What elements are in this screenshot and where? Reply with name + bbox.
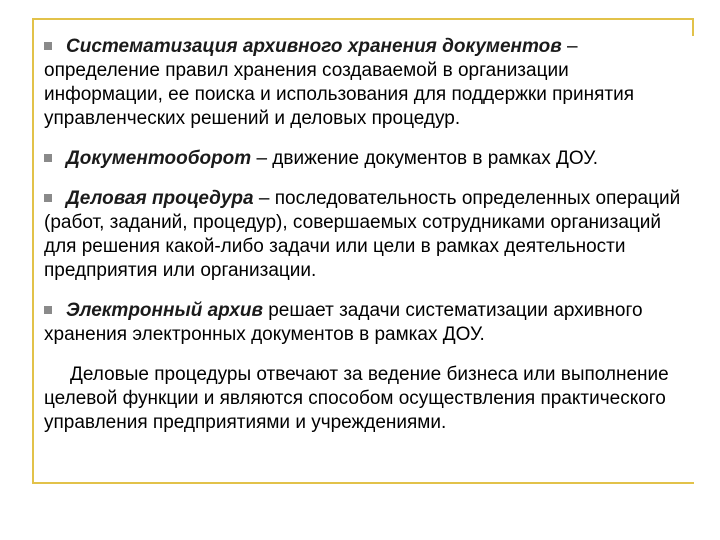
definition-text: – определение правил хранения создаваемой в организации информации, ее поиска и использования для поддержки принятия управленческих решений и деловых процедур. <box>44 36 634 129</box>
definition-paragraph <box>44 299 684 347</box>
definition-term: Деловая процедура <box>66 188 254 209</box>
definition-paragraph <box>44 35 684 131</box>
definition-text: – движение документов в рамках ДОУ. <box>251 148 599 169</box>
definition-term: Электронный архив <box>66 300 263 321</box>
definition-paragraph <box>44 147 684 171</box>
bullet-icon <box>44 154 52 162</box>
definition-paragraph <box>44 187 684 283</box>
slide-content <box>44 35 684 435</box>
slide-frame-bottom <box>32 482 694 484</box>
definition-term: Систематизация архивного хранения документов <box>66 36 562 57</box>
bullet-icon <box>44 194 52 202</box>
bullet-icon <box>44 42 52 50</box>
definition-text: решает задачи систематизации архивного хранения электронных документов в рамках ДОУ. <box>44 300 643 345</box>
definition-text: – последовательность определенных операций (работ, заданий, процедур), совершаемых сотрудниками организаций для решения какой-либо задачи или цели в рамках деятельности предприятия или организации. <box>44 188 681 281</box>
slide-frame-top <box>32 18 694 20</box>
bullet-icon <box>44 306 52 314</box>
closing-paragraph <box>44 363 684 435</box>
definition-term: Документооборот <box>66 148 252 169</box>
slide-frame-left <box>32 18 34 484</box>
closing-text: Деловые процедуры отвечают за ведение бизнеса или выполнение целевой функции и являются способом осуществления практического управления предприятиями и учреждениями. <box>44 364 669 433</box>
slide-frame-right <box>692 18 694 36</box>
